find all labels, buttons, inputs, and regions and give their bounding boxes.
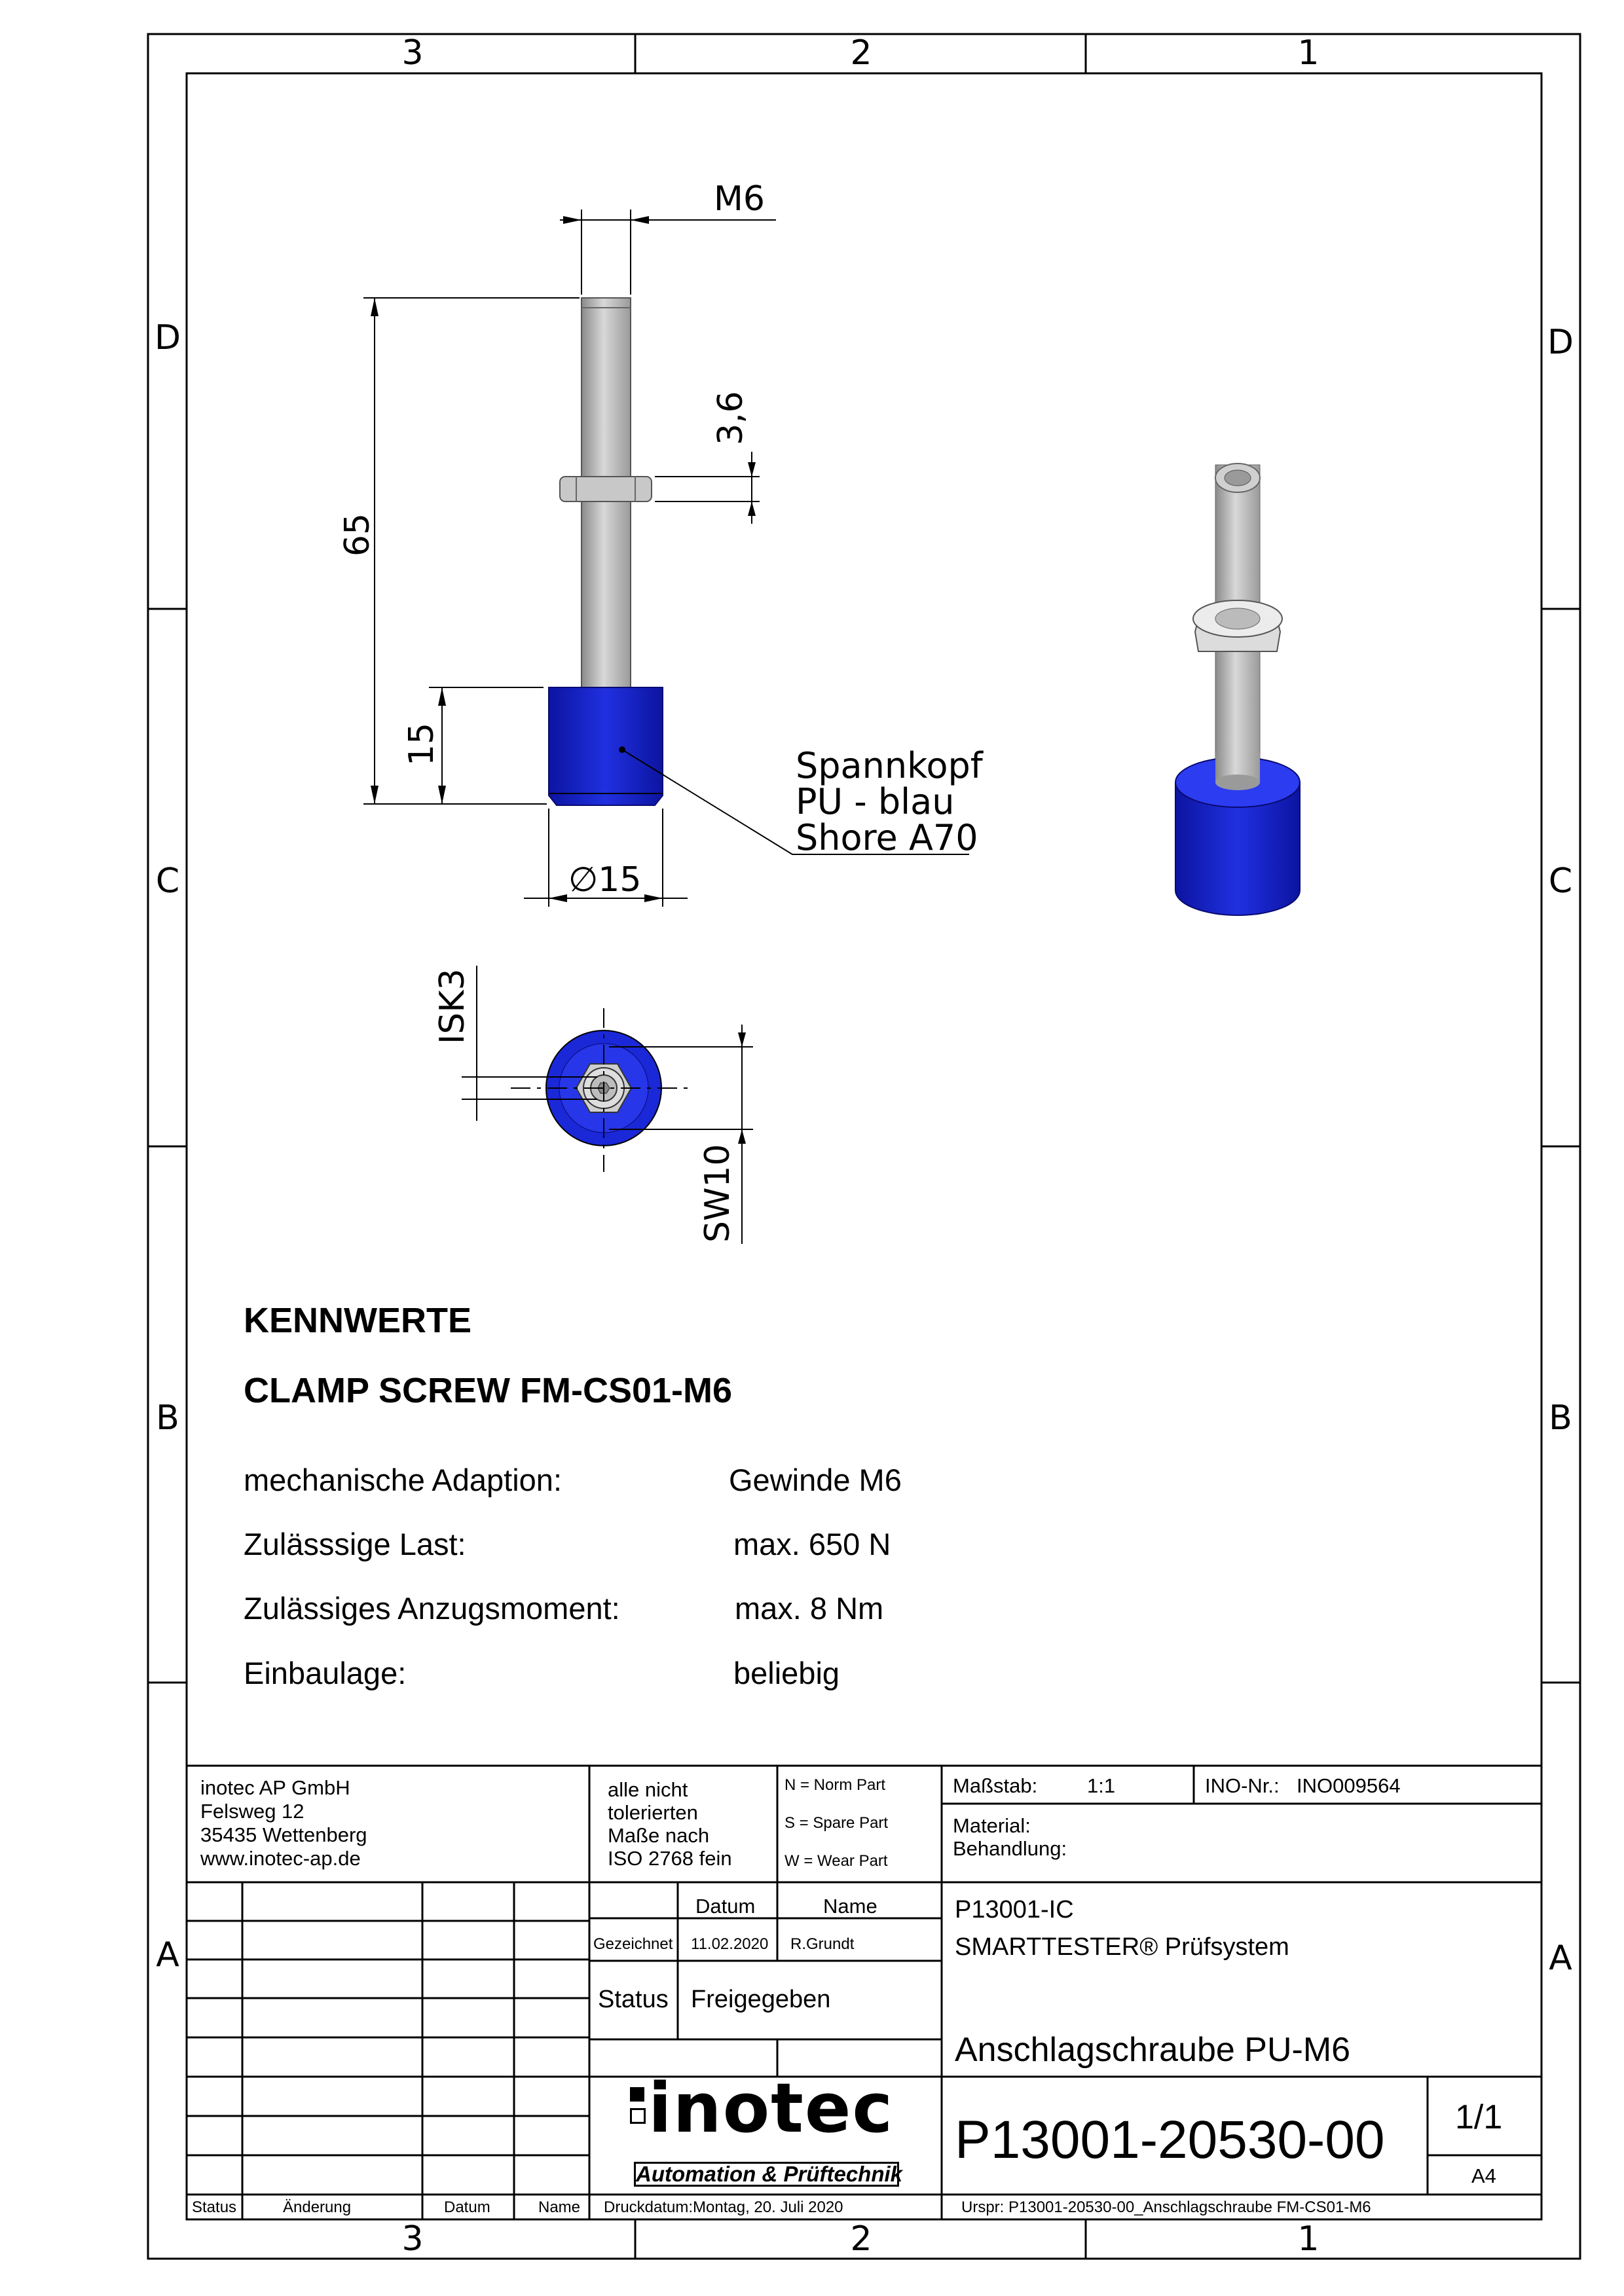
rev-header-name: Name — [538, 2198, 581, 2216]
dim-nut-label: 3,6 — [711, 391, 750, 445]
logo-text: inotec — [648, 2068, 895, 2148]
scale-value: 1:1 — [1087, 1774, 1116, 1797]
kennwerte-title: KENNWERTE — [244, 1301, 471, 1340]
ino-value: INO009564 — [1297, 1774, 1401, 1797]
company-name: inotec AP GmbH — [200, 1776, 350, 1799]
dim-sw-label: SW10 — [698, 1144, 737, 1243]
zone-bottom-3: 3 — [401, 2219, 424, 2259]
sheet-number: 1/1 — [1455, 2098, 1503, 2136]
callout-line-3: Shore A70 — [796, 817, 978, 858]
project-code: P13001-IC — [955, 1896, 1074, 1923]
datum-header: Datum — [695, 1895, 756, 1918]
name-header: Name — [823, 1895, 877, 1918]
project-name: SMARTTESTER® Prüfsystem — [955, 1933, 1289, 1961]
zone-right-D: D — [1547, 323, 1574, 362]
status-value: Freigegeben — [691, 1986, 831, 2013]
logo-tagline: Automation & Prüftechnik — [634, 2162, 899, 2187]
dim-length-label: 65 — [338, 513, 377, 556]
zone-right-A: A — [1549, 1939, 1572, 1978]
treatment-label: Behandlung: — [953, 1837, 1067, 1860]
tolerance-line-4: ISO 2768 fein — [608, 1847, 732, 1870]
part-type-norm: N = Norm Part — [784, 1776, 886, 1794]
kennwerte-label-moment: Zulässiges Anzugsmoment: — [244, 1591, 620, 1626]
zone-right-C: C — [1548, 862, 1573, 901]
kennwerte-value-einbau: beliebig — [733, 1656, 840, 1690]
tolerance-line-3: Maße nach — [608, 1824, 710, 1847]
dim-isk-label: ISK3 — [433, 968, 472, 1044]
part-name: Anschlagschraube PU-M6 — [955, 2031, 1351, 2069]
status-label: Status — [598, 1986, 669, 2013]
company-logo — [629, 2068, 910, 2190]
origin-file: Urspr: P13001-20530-00_Anschlagschraube FM-CS01-M6 — [961, 2198, 1371, 2216]
zone-top-1: 1 — [1297, 33, 1320, 73]
drawn-label: Gezeichnet — [593, 1935, 673, 1953]
part-type-wear: W = Wear Part — [784, 1852, 888, 1870]
logo-mark-outline-icon — [630, 2108, 646, 2124]
rev-header-status: Status — [192, 2198, 237, 2216]
print-date: Druckdatum:Montag, 20. Juli 2020 — [604, 2198, 843, 2216]
zone-right-B: B — [1549, 1398, 1572, 1438]
rev-header-date: Datum — [444, 2198, 490, 2216]
drawn-date: 11.02.2020 — [691, 1935, 769, 1953]
drawing-number: P13001-20530-00 — [955, 2110, 1385, 2170]
kennwerte-subtitle: CLAMP SCREW FM-CS01-M6 — [244, 1371, 733, 1410]
logo-mark-icon — [630, 2087, 644, 2102]
kennwerte-value-adaption: Gewinde M6 — [729, 1463, 902, 1497]
zone-bottom-2: 2 — [850, 2219, 872, 2259]
tolerance-line-1: alle nicht — [608, 1778, 688, 1801]
kennwerte-value-moment: max. 8 Nm — [735, 1591, 884, 1626]
zone-left-C: C — [155, 862, 180, 901]
kennwerte-label-einbau: Einbaulage: — [244, 1656, 407, 1690]
part-type-spare: S = Spare Part — [784, 1814, 889, 1832]
kennwerte-label-adaption: mechanische Adaption: — [244, 1463, 562, 1497]
kennwerte-label-last: Zulässsige Last: — [244, 1527, 466, 1561]
zone-bottom-1: 1 — [1297, 2219, 1320, 2259]
company-city: 35435 Wettenberg — [200, 1823, 367, 1846]
rev-header-change: Änderung — [283, 2198, 352, 2216]
tolerance-line-2: tolerierten — [608, 1801, 698, 1824]
zone-left-A: A — [156, 1935, 179, 1975]
zone-top-2: 2 — [850, 33, 872, 73]
material-label: Material: — [953, 1814, 1031, 1837]
dim-m6-label: M6 — [714, 179, 765, 219]
zone-left-B: B — [156, 1398, 179, 1438]
company-street: Felsweg 12 — [200, 1800, 304, 1823]
dim-head-height-label: 15 — [402, 722, 441, 766]
kennwerte-value-last: max. 650 N — [733, 1527, 891, 1561]
callout-line-1: Spannkopf — [796, 745, 983, 786]
ino-label: INO-Nr.: — [1205, 1774, 1280, 1797]
zone-top-3: 3 — [401, 33, 424, 73]
zone-left-D: D — [154, 318, 181, 357]
drawn-name: R.Grundt — [790, 1935, 855, 1953]
callout-line-2: PU - blau — [796, 781, 955, 822]
dim-diameter-label: ∅15 — [568, 860, 642, 900]
scale-label: Maßstab: — [953, 1774, 1038, 1797]
company-website[interactable]: www.inotec-ap.de — [200, 1847, 361, 1870]
sheet-format: A4 — [1471, 2164, 1496, 2187]
